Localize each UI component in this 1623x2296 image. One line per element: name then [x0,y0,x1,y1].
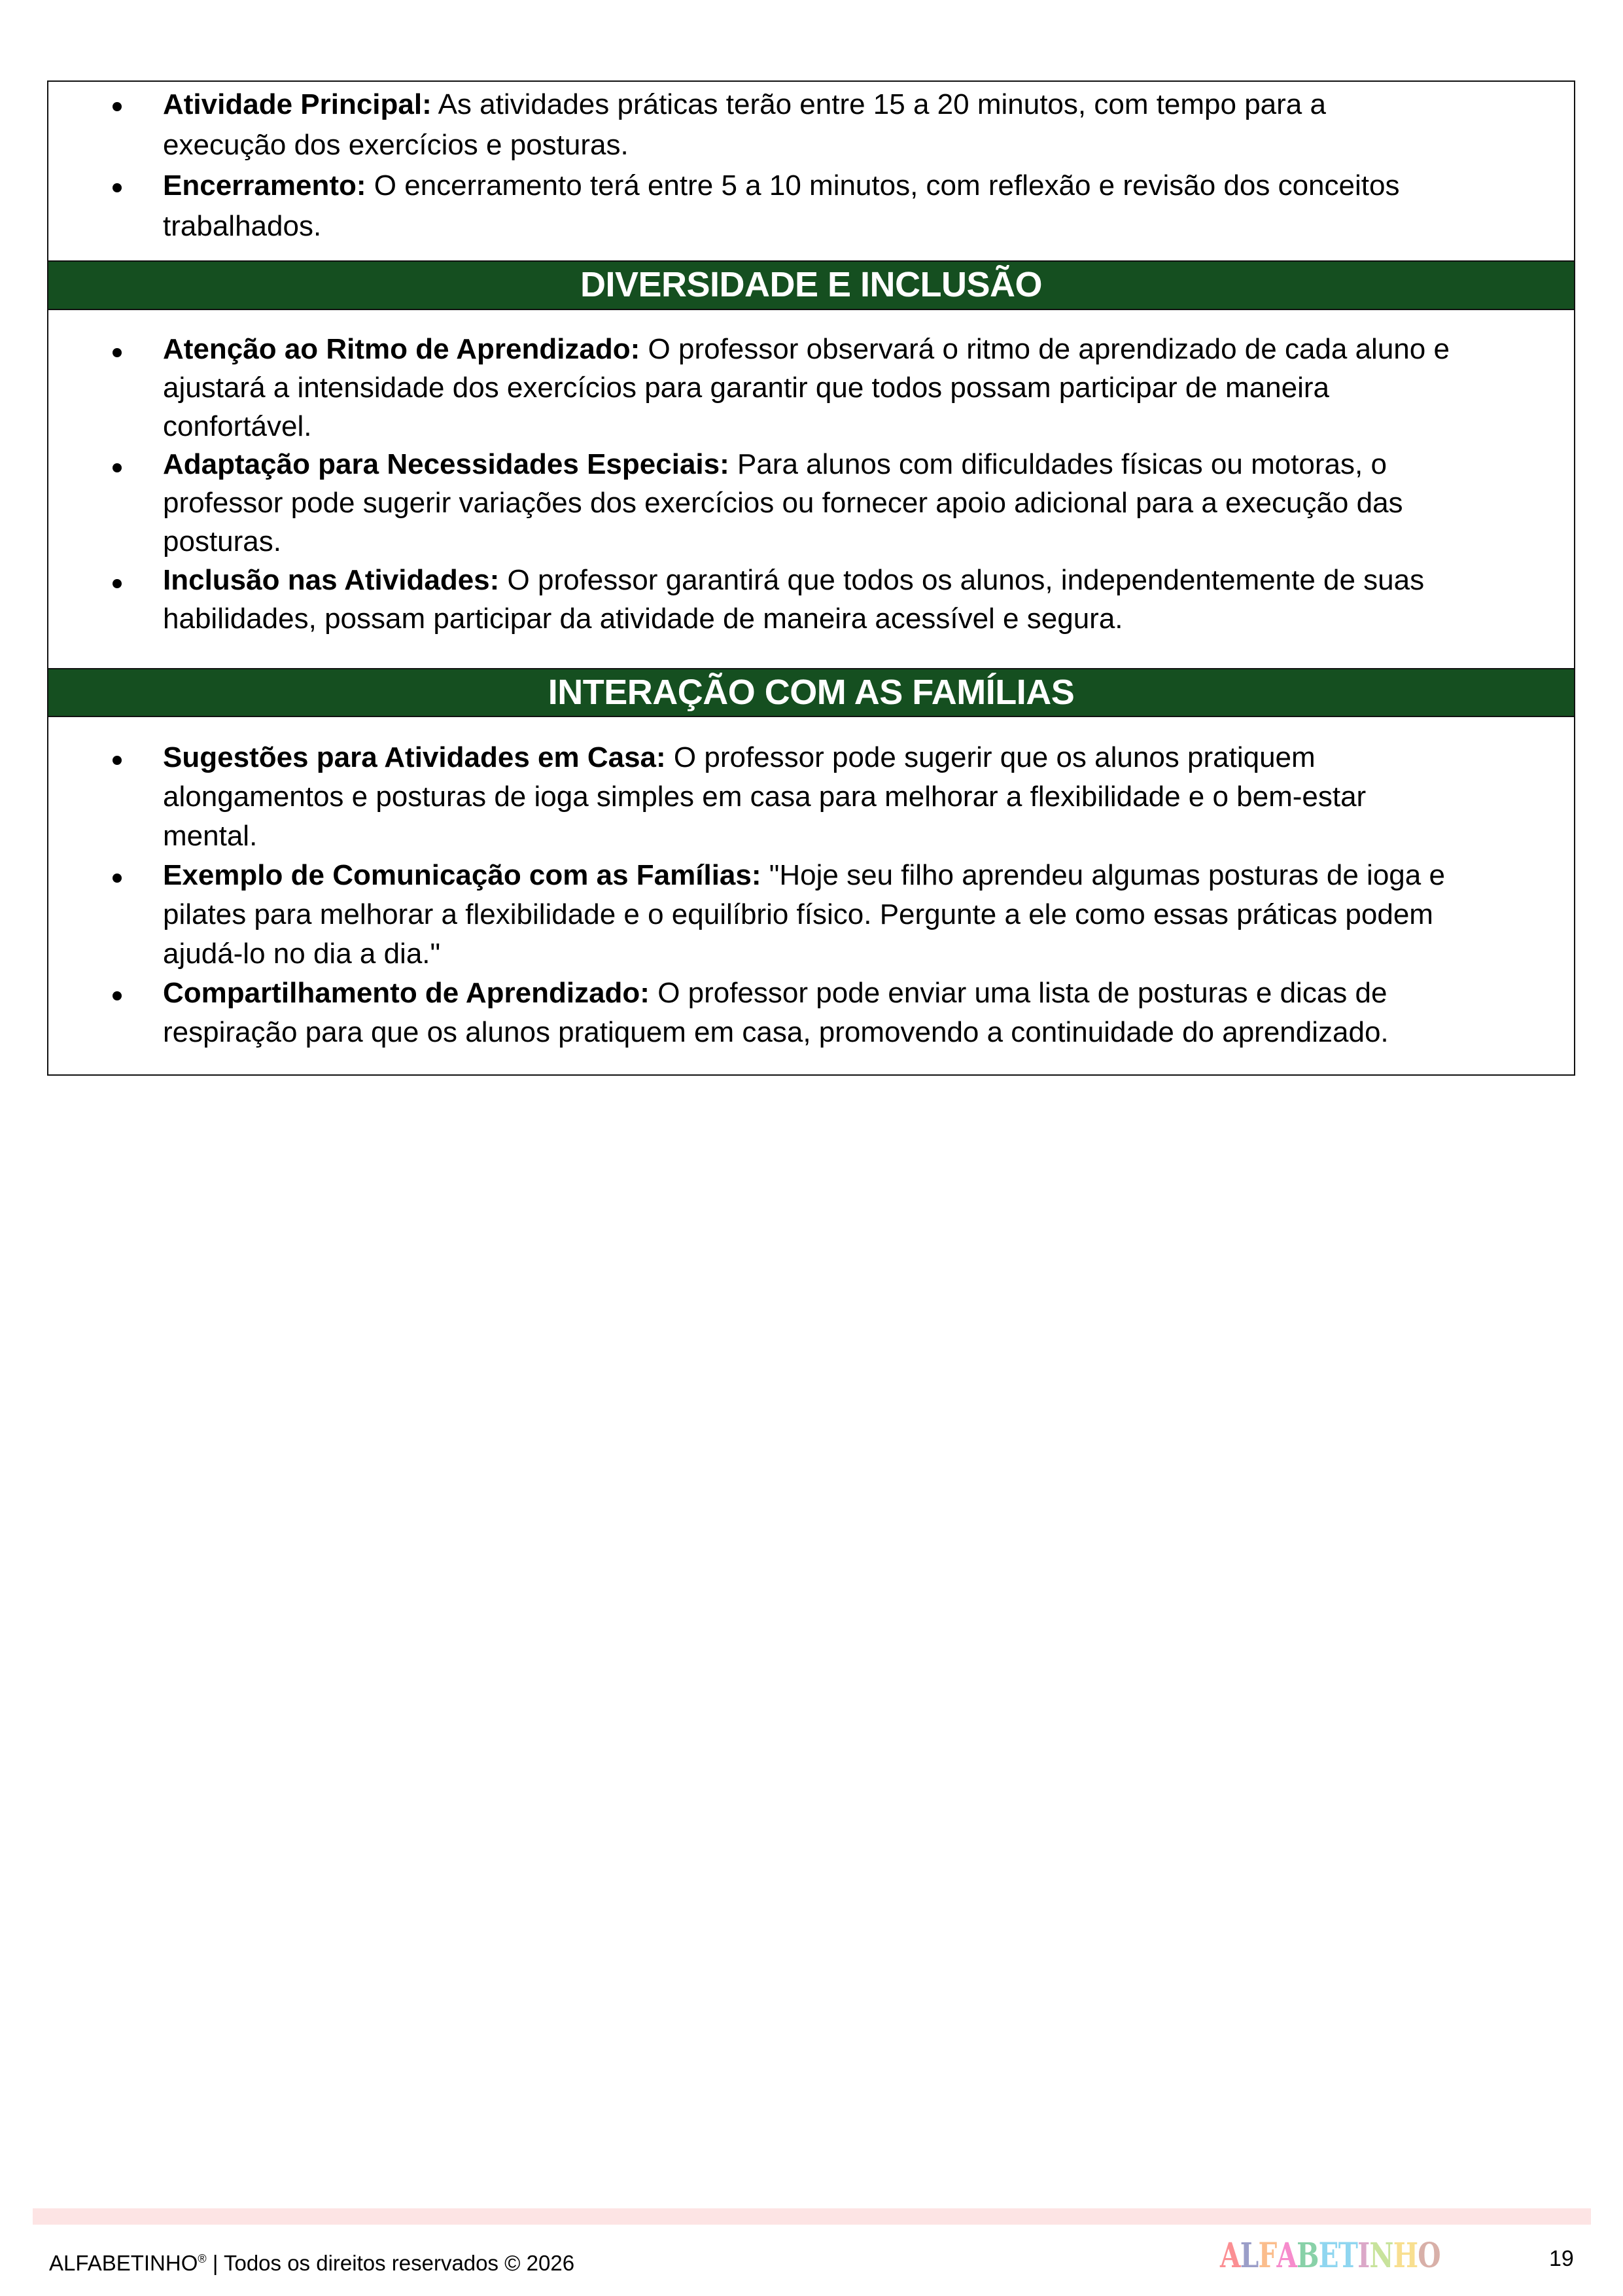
list-item [48,446,1574,561]
item-text: O professor garantirá que todos os alunos, independentemente de suas [499,563,1425,596]
item-text: professor pode sugerir variações dos exercícios ou fornecer apoio adicional para a execução das [163,487,1403,520]
item-text: Para alunos com dificuldades físicas ou motoras, o [729,448,1387,481]
bullet-icon [113,738,122,777]
item-text: mental. [163,820,258,852]
logo-letter: B [1297,2236,1319,2276]
bullet-icon [113,856,122,895]
list-item [48,856,1574,974]
list-item [48,561,1574,639]
bullet-icon [113,974,122,1013]
logo-letter: H [1393,2236,1418,2276]
item-text: O professor pode sugerir que os alunos pratiquem [665,741,1316,773]
item-text: execução dos exercícios e posturas. [163,129,629,161]
footer-copyright [49,2246,574,2276]
item-text: respiração para que os alunos pratiquem em casa, promovendo a continuidade do aprendizado. [163,1016,1389,1048]
bullet-icon [113,446,122,484]
list-item [48,166,1574,247]
item-label: Adaptação para Necessidades Especiais: [163,448,729,481]
bullet-icon [113,166,122,206]
item-text: ajustará a intensidade dos exercícios para garantir que todos possam participar de maneira [163,371,1330,404]
diversity-list [48,330,1574,638]
section-title: INTERAÇÃO COM AS FAMÍLIAS [548,673,1075,712]
item-label: Atividade Principal: [163,88,432,120]
item-label: Inclusão nas Atividades: [163,563,500,596]
logo-letter: N [1369,2236,1393,2276]
logo-letter: A [1220,2236,1240,2276]
bullet-icon [113,330,122,369]
page-number: 19 [1549,2246,1574,2271]
item-text: posturas. [163,525,281,557]
footer-rights: | Todos os direitos reservados © 2026 [206,2251,575,2275]
list-item [48,974,1574,1052]
logo-letter: F [1258,2236,1277,2276]
logo-letter: E [1318,2236,1338,2276]
item-text: alongamentos e posturas de ioga simples em casa para melhorar a flexibilidade e o bem-estar [163,781,1367,813]
section-title: DIVERSIDADE E INCLUSÃO [580,265,1043,304]
item-text: trabalhados. [163,210,322,242]
item-text: confortável. [163,410,312,442]
alfabetinho-logo [1220,2236,1440,2276]
timing-list [48,84,1574,247]
lesson-plan-table [47,80,1575,1076]
item-label: Encerramento: [163,169,366,202]
item-text: O professor observará o ritmo de aprendizado de cada aluno e [640,333,1450,365]
item-text: "Hoje seu filho aprendeu algumas posturas de ioga e [761,859,1445,891]
logo-letter: I [1357,2236,1370,2276]
item-label: Sugestões para Atividades em Casa: [163,741,666,773]
footer-divider-band [33,2208,1591,2225]
families-list [48,738,1574,1052]
list-item [48,738,1574,856]
logo-letter: L [1240,2236,1259,2276]
section-header-families [48,668,1574,717]
list-item [48,84,1574,166]
item-label: Compartilhamento de Aprendizado: [163,977,650,1009]
item-text: pilates para melhorar a flexibilidade e o equilíbrio físico. Pergunte a ele como essas práticas podem [163,898,1433,930]
item-text: O professor pode enviar uma lista de posturas e dicas de [649,977,1387,1009]
item-text: ajudá-lo no dia a dia." [163,938,441,970]
item-label: Atenção ao Ritmo de Aprendizado: [163,333,640,365]
logo-letter: T [1338,2236,1358,2276]
item-text: As atividades práticas terão entre 15 a 20 minutos, com tempo para a [431,88,1326,120]
item-text: O encerramento terá entre 5 a 10 minutos, com reflexão e revisão dos conceitos [366,169,1400,202]
registered-mark: ® [198,2252,207,2265]
logo-letter: A [1276,2236,1297,2276]
footer-brand: ALFABETINHO [49,2251,198,2275]
section-header-diversity [48,260,1574,310]
logo-letter: O [1418,2236,1440,2276]
item-label: Exemplo de Comunicação com as Famílias: [163,859,761,891]
list-item [48,330,1574,446]
bullet-icon [113,84,122,125]
item-text: habilidades, possam participar da atividade de maneira acessível e segura. [163,602,1123,635]
bullet-icon [113,561,122,600]
